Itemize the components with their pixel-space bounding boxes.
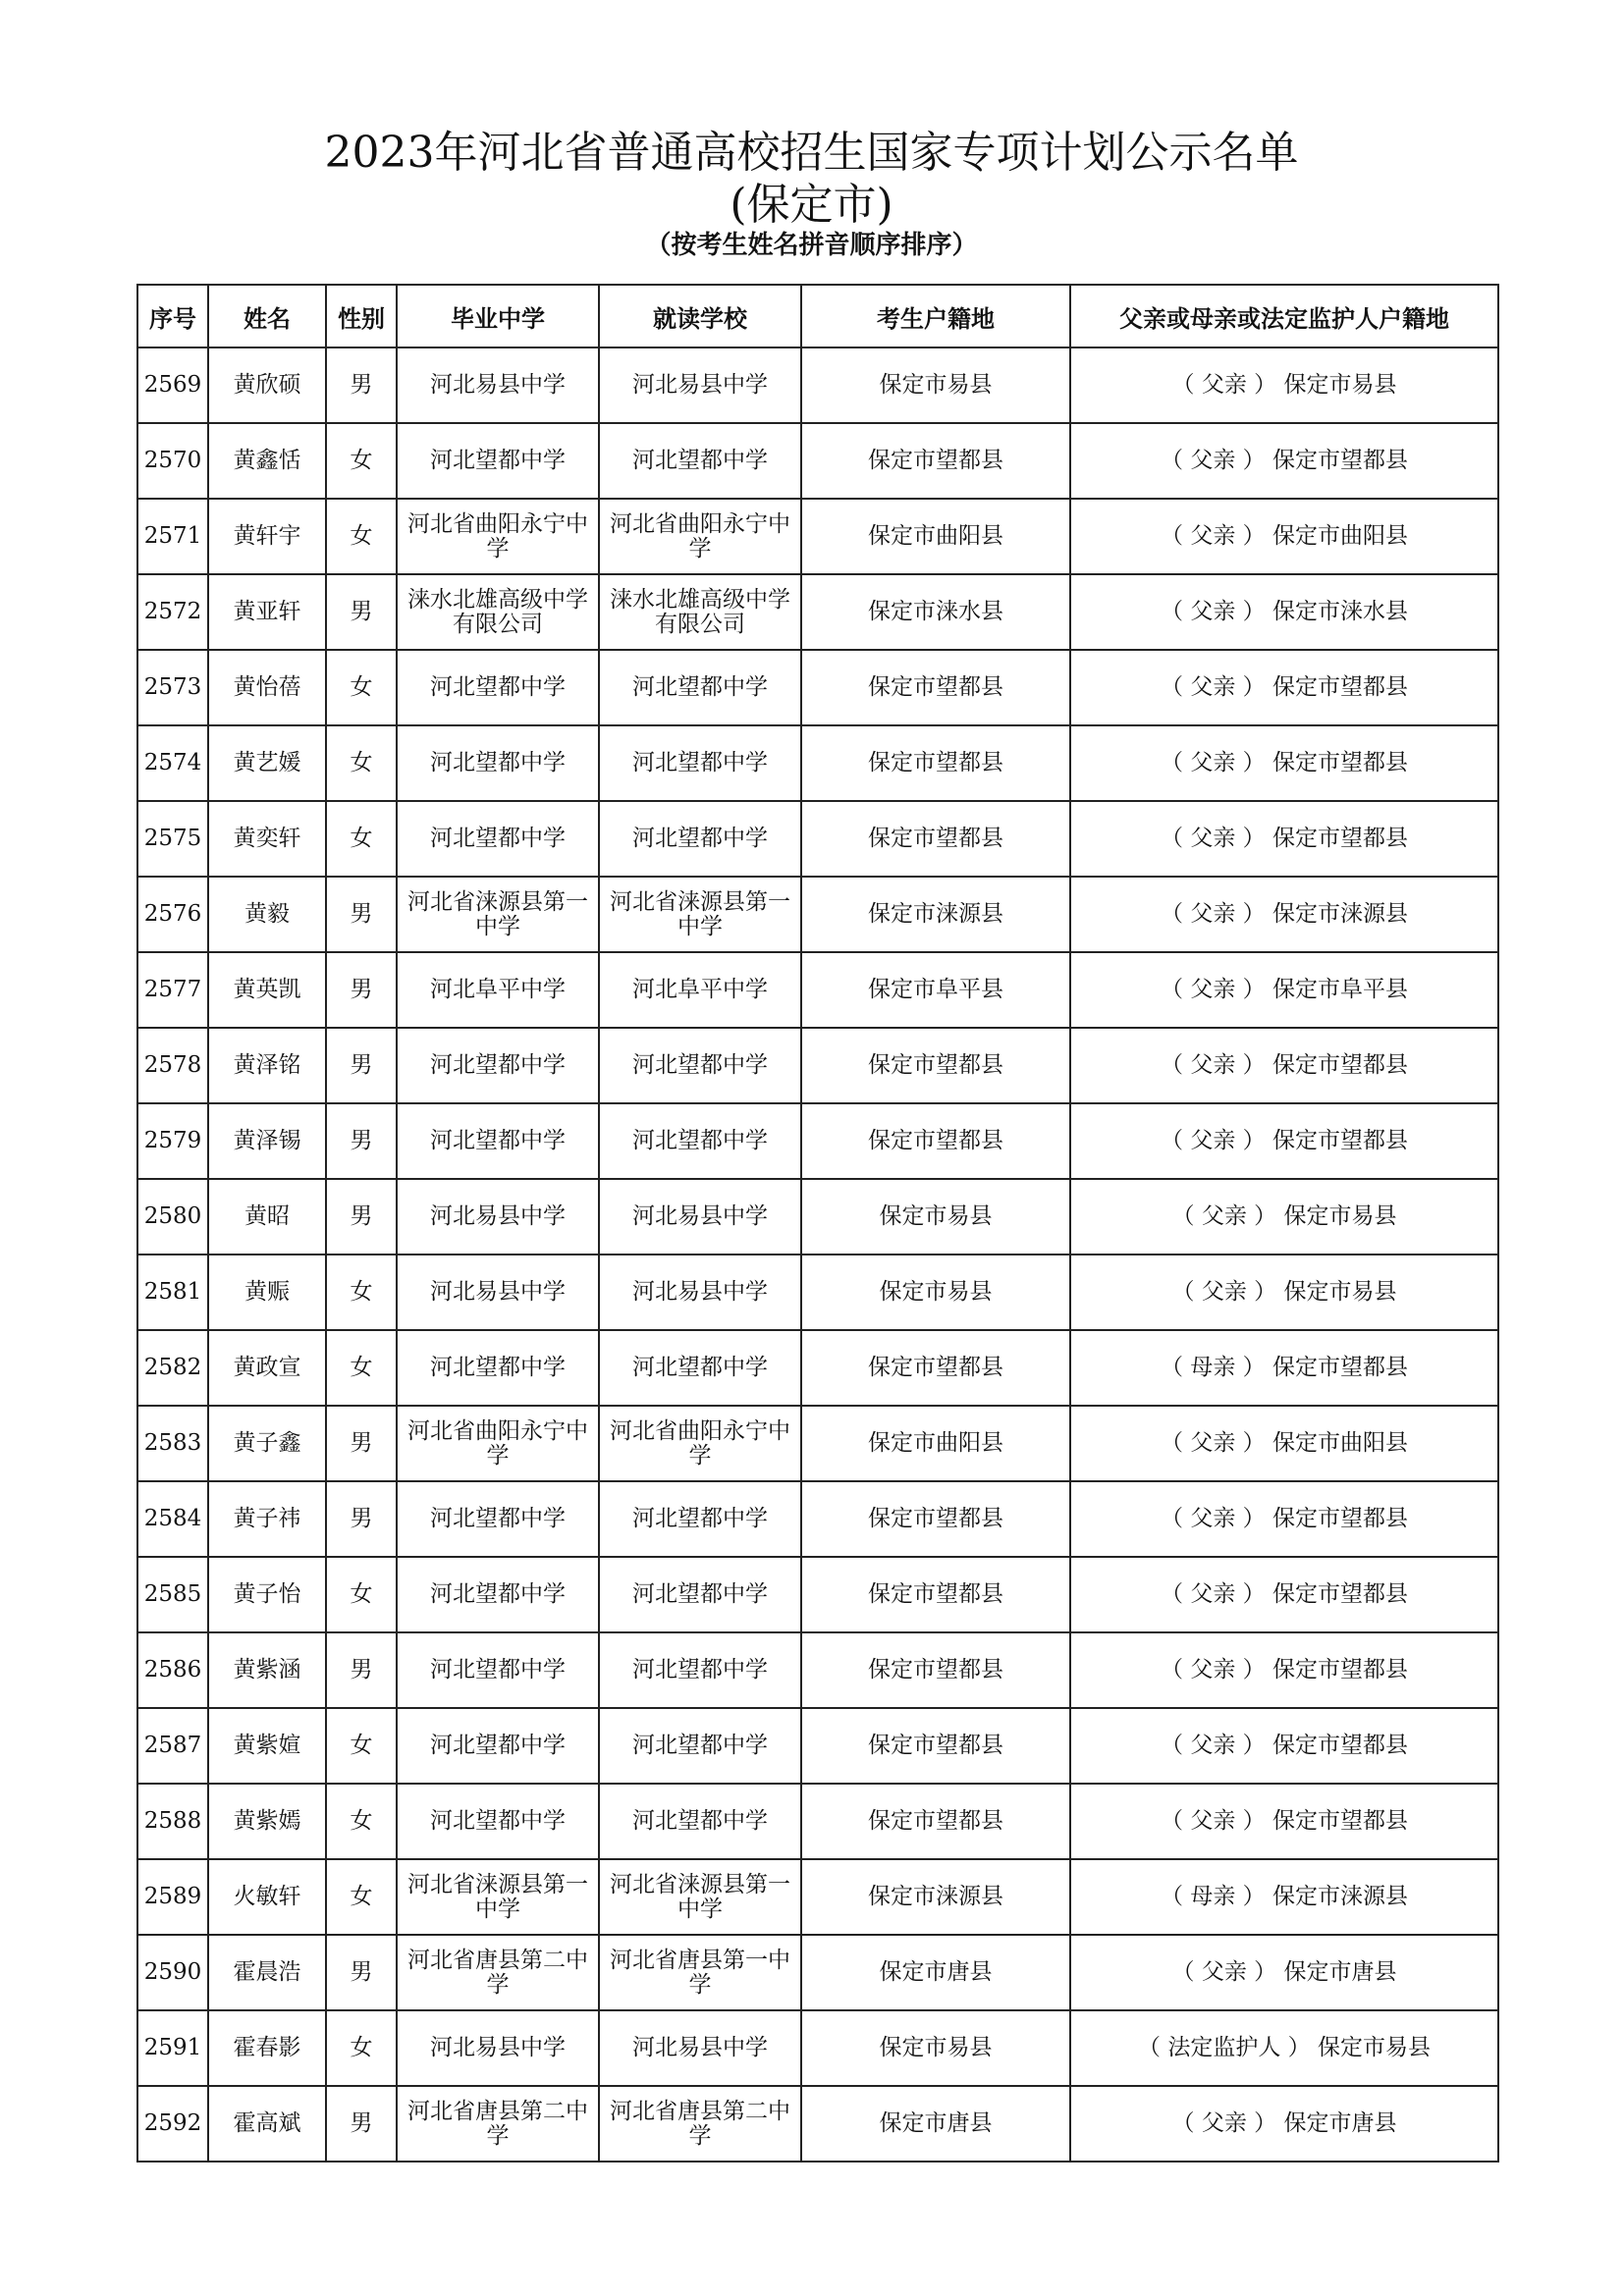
cell-current-school: 河北省涞源县第一中学 xyxy=(599,877,801,952)
cell-graduation-school: 河北望都中学 xyxy=(397,1632,599,1708)
cell-current-school: 河北易县中学 xyxy=(599,347,801,423)
cell-current-school: 河北望都中学 xyxy=(599,1708,801,1784)
col-header-guardian-registration: 父亲或母亲或法定监护人户籍地 xyxy=(1070,285,1498,347)
cell-current-school: 河北望都中学 xyxy=(599,1557,801,1632)
cell-graduation-school: 河北省曲阳永宁中学 xyxy=(397,1406,599,1481)
cell-gender: 男 xyxy=(326,1028,397,1103)
col-header-name: 姓名 xyxy=(208,285,326,347)
cell-name: 黄怡蓓 xyxy=(208,650,326,725)
cell-household-registration: 保定市望都县 xyxy=(801,1632,1070,1708)
cell-current-school: 河北望都中学 xyxy=(599,650,801,725)
cell-graduation-school: 河北望都中学 xyxy=(397,1557,599,1632)
cell-gender: 女 xyxy=(326,1557,397,1632)
cell-graduation-school: 河北易县中学 xyxy=(397,347,599,423)
table-row xyxy=(137,650,1498,725)
cell-name: 黄政宣 xyxy=(208,1330,326,1406)
cell-name: 黄奕轩 xyxy=(208,801,326,877)
cell-gender: 男 xyxy=(326,1935,397,2010)
cell-household-registration: 保定市望都县 xyxy=(801,1028,1070,1103)
cell-gender: 男 xyxy=(326,347,397,423)
cell-guardian-registration: （ 父亲 ） 保定市望都县 xyxy=(1070,1557,1498,1632)
cell-current-school: 涞水北雄高级中学有限公司 xyxy=(599,574,801,650)
cell-guardian-registration: （ 父亲 ） 保定市涞源县 xyxy=(1070,877,1498,952)
cell-household-registration: 保定市曲阳县 xyxy=(801,499,1070,574)
table-row xyxy=(137,1028,1498,1103)
cell-household-registration: 保定市望都县 xyxy=(801,725,1070,801)
cell-gender: 男 xyxy=(326,1103,397,1179)
cell-guardian-registration: （ 父亲 ） 保定市涞水县 xyxy=(1070,574,1498,650)
cell-guardian-registration: （ 父亲 ） 保定市望都县 xyxy=(1070,423,1498,499)
cell-index: 2592 xyxy=(137,2086,208,2162)
table-row xyxy=(137,1481,1498,1557)
cell-guardian-registration: （ 父亲 ） 保定市唐县 xyxy=(1070,1935,1498,2010)
cell-current-school: 河北省涞源县第一中学 xyxy=(599,1859,801,1935)
cell-name: 黄子鑫 xyxy=(208,1406,326,1481)
col-header-current-school: 就读学校 xyxy=(599,285,801,347)
table-row xyxy=(137,1179,1498,1255)
cell-gender: 女 xyxy=(326,1708,397,1784)
cell-household-registration: 保定市阜平县 xyxy=(801,952,1070,1028)
cell-household-registration: 保定市望都县 xyxy=(801,1481,1070,1557)
document-title: 2023年河北省普通高校招生国家专项计划公示名单 xyxy=(324,128,1299,178)
cell-gender: 女 xyxy=(326,1859,397,1935)
cell-current-school: 河北省曲阳永宁中学 xyxy=(599,499,801,574)
cell-index: 2584 xyxy=(137,1481,208,1557)
cell-graduation-school: 河北省唐县第二中学 xyxy=(397,1935,599,2010)
cell-name: 黄毅 xyxy=(208,877,326,952)
cell-guardian-registration: （ 父亲 ） 保定市易县 xyxy=(1070,347,1498,423)
cell-household-registration: 保定市望都县 xyxy=(801,1708,1070,1784)
cell-current-school: 河北望都中学 xyxy=(599,725,801,801)
cell-guardian-registration: （ 母亲 ） 保定市涞源县 xyxy=(1070,1859,1498,1935)
table-body xyxy=(137,347,1498,2162)
sort-note: （按考生姓名拼音顺序排序） xyxy=(645,231,978,260)
cell-index: 2591 xyxy=(137,2010,208,2086)
cell-household-registration: 保定市涞源县 xyxy=(801,1859,1070,1935)
cell-name: 霍高斌 xyxy=(208,2086,326,2162)
cell-gender: 女 xyxy=(326,423,397,499)
col-header-index: 序号 xyxy=(137,285,208,347)
cell-name: 黄艺媛 xyxy=(208,725,326,801)
table-row xyxy=(137,1406,1498,1481)
cell-household-registration: 保定市易县 xyxy=(801,2010,1070,2086)
table-row xyxy=(137,1330,1498,1406)
cell-current-school: 河北望都中学 xyxy=(599,1632,801,1708)
cell-guardian-registration: （ 父亲 ） 保定市望都县 xyxy=(1070,1632,1498,1708)
cell-current-school: 河北省曲阳永宁中学 xyxy=(599,1406,801,1481)
cell-gender: 男 xyxy=(326,2086,397,2162)
cell-current-school: 河北望都中学 xyxy=(599,1028,801,1103)
table-row xyxy=(137,499,1498,574)
cell-index: 2576 xyxy=(137,877,208,952)
cell-gender: 男 xyxy=(326,1179,397,1255)
table-row xyxy=(137,877,1498,952)
cell-household-registration: 保定市望都县 xyxy=(801,1784,1070,1859)
cell-index: 2577 xyxy=(137,952,208,1028)
cell-index: 2587 xyxy=(137,1708,208,1784)
table-row xyxy=(137,1557,1498,1632)
cell-graduation-school: 河北省唐县第二中学 xyxy=(397,2086,599,2162)
cell-household-registration: 保定市易县 xyxy=(801,347,1070,423)
cell-household-registration: 保定市望都县 xyxy=(801,1103,1070,1179)
cell-index: 2571 xyxy=(137,499,208,574)
cell-graduation-school: 河北望都中学 xyxy=(397,1330,599,1406)
cell-current-school: 河北省唐县第一中学 xyxy=(599,1935,801,2010)
cell-graduation-school: 涞水北雄高级中学有限公司 xyxy=(397,574,599,650)
cell-name: 黄英凯 xyxy=(208,952,326,1028)
cell-household-registration: 保定市唐县 xyxy=(801,1935,1070,2010)
cell-gender: 男 xyxy=(326,952,397,1028)
table-row xyxy=(137,423,1498,499)
table-header-row xyxy=(137,285,1498,347)
cell-guardian-registration: （ 父亲 ） 保定市望都县 xyxy=(1070,801,1498,877)
cell-graduation-school: 河北省曲阳永宁中学 xyxy=(397,499,599,574)
cell-household-registration: 保定市望都县 xyxy=(801,1557,1070,1632)
cell-guardian-registration: （ 父亲 ） 保定市唐县 xyxy=(1070,2086,1498,2162)
cell-gender: 女 xyxy=(326,650,397,725)
cell-household-registration: 保定市望都县 xyxy=(801,801,1070,877)
cell-index: 2569 xyxy=(137,347,208,423)
table-row xyxy=(137,1859,1498,1935)
cell-household-registration: 保定市曲阳县 xyxy=(801,1406,1070,1481)
cell-name: 黄紫涵 xyxy=(208,1632,326,1708)
cell-guardian-registration: （ 父亲 ） 保定市望都县 xyxy=(1070,1103,1498,1179)
cell-graduation-school: 河北望都中学 xyxy=(397,725,599,801)
cell-name: 黄紫媗 xyxy=(208,1708,326,1784)
cell-guardian-registration: （ 父亲 ） 保定市曲阳县 xyxy=(1070,499,1498,574)
cell-graduation-school: 河北望都中学 xyxy=(397,423,599,499)
table-row xyxy=(137,725,1498,801)
cell-guardian-registration: （ 父亲 ） 保定市望都县 xyxy=(1070,650,1498,725)
cell-current-school: 河北望都中学 xyxy=(599,1103,801,1179)
table-row xyxy=(137,574,1498,650)
cell-graduation-school: 河北省涞源县第一中学 xyxy=(397,1859,599,1935)
cell-gender: 男 xyxy=(326,877,397,952)
cell-guardian-registration: （ 父亲 ） 保定市阜平县 xyxy=(1070,952,1498,1028)
cell-gender: 女 xyxy=(326,499,397,574)
cell-graduation-school: 河北望都中学 xyxy=(397,1481,599,1557)
cell-graduation-school: 河北阜平中学 xyxy=(397,952,599,1028)
cell-gender: 女 xyxy=(326,1330,397,1406)
cell-name: 火敏轩 xyxy=(208,1859,326,1935)
cell-household-registration: 保定市唐县 xyxy=(801,2086,1070,2162)
cell-name: 霍春影 xyxy=(208,2010,326,2086)
cell-name: 黄鑫恬 xyxy=(208,423,326,499)
cell-current-school: 河北望都中学 xyxy=(599,423,801,499)
cell-current-school: 河北省唐县第二中学 xyxy=(599,2086,801,2162)
cell-gender: 男 xyxy=(326,1481,397,1557)
cell-guardian-registration: （ 父亲 ） 保定市曲阳县 xyxy=(1070,1406,1498,1481)
cell-graduation-school: 河北易县中学 xyxy=(397,2010,599,2086)
cell-graduation-school: 河北望都中学 xyxy=(397,1708,599,1784)
table-row xyxy=(137,2010,1498,2086)
cell-index: 2585 xyxy=(137,1557,208,1632)
cell-index: 2579 xyxy=(137,1103,208,1179)
cell-name: 黄泽铭 xyxy=(208,1028,326,1103)
cell-guardian-registration: （ 父亲 ） 保定市望都县 xyxy=(1070,1784,1498,1859)
cell-graduation-school: 河北望都中学 xyxy=(397,1028,599,1103)
cell-name: 黄子怡 xyxy=(208,1557,326,1632)
cell-household-registration: 保定市易县 xyxy=(801,1179,1070,1255)
cell-current-school: 河北易县中学 xyxy=(599,1179,801,1255)
cell-index: 2588 xyxy=(137,1784,208,1859)
cell-index: 2574 xyxy=(137,725,208,801)
col-header-graduation-school: 毕业中学 xyxy=(397,285,599,347)
cell-index: 2575 xyxy=(137,801,208,877)
cell-guardian-registration: （ 父亲 ） 保定市易县 xyxy=(1070,1255,1498,1330)
cell-index: 2578 xyxy=(137,1028,208,1103)
cell-name: 黄亚轩 xyxy=(208,574,326,650)
cell-index: 2582 xyxy=(137,1330,208,1406)
cell-household-registration: 保定市涞源县 xyxy=(801,877,1070,952)
cell-graduation-school: 河北省涞源县第一中学 xyxy=(397,877,599,952)
cell-guardian-registration: （ 法定监护人 ） 保定市易县 xyxy=(1070,2010,1498,2086)
cell-current-school: 河北望都中学 xyxy=(599,1330,801,1406)
cell-graduation-school: 河北望都中学 xyxy=(397,801,599,877)
cell-name: 黄轩宇 xyxy=(208,499,326,574)
cell-index: 2580 xyxy=(137,1179,208,1255)
table-row xyxy=(137,801,1498,877)
document-subtitle: (保定市) xyxy=(730,180,893,230)
cell-current-school: 河北望都中学 xyxy=(599,801,801,877)
cell-current-school: 河北望都中学 xyxy=(599,1481,801,1557)
cell-index: 2583 xyxy=(137,1406,208,1481)
cell-graduation-school: 河北望都中学 xyxy=(397,1784,599,1859)
cell-gender: 男 xyxy=(326,1406,397,1481)
cell-guardian-registration: （ 父亲 ） 保定市望都县 xyxy=(1070,725,1498,801)
table-row xyxy=(137,1935,1498,2010)
cell-graduation-school: 河北望都中学 xyxy=(397,1103,599,1179)
cell-name: 黄昭 xyxy=(208,1179,326,1255)
cell-gender: 男 xyxy=(326,574,397,650)
cell-current-school: 河北易县中学 xyxy=(599,2010,801,2086)
cell-name: 黄赈 xyxy=(208,1255,326,1330)
cell-index: 2570 xyxy=(137,423,208,499)
table-row xyxy=(137,1632,1498,1708)
col-header-household-registration: 考生户籍地 xyxy=(801,285,1070,347)
cell-household-registration: 保定市望都县 xyxy=(801,1330,1070,1406)
cell-guardian-registration: （ 父亲 ） 保定市望都县 xyxy=(1070,1481,1498,1557)
cell-gender: 女 xyxy=(326,1784,397,1859)
cell-household-registration: 保定市望都县 xyxy=(801,423,1070,499)
cell-guardian-registration: （ 母亲 ） 保定市望都县 xyxy=(1070,1330,1498,1406)
cell-gender: 男 xyxy=(326,1632,397,1708)
table-row xyxy=(137,1784,1498,1859)
cell-index: 2589 xyxy=(137,1859,208,1935)
cell-index: 2573 xyxy=(137,650,208,725)
cell-index: 2581 xyxy=(137,1255,208,1330)
cell-index: 2590 xyxy=(137,1935,208,2010)
cell-name: 霍晨浩 xyxy=(208,1935,326,2010)
cell-graduation-school: 河北易县中学 xyxy=(397,1255,599,1330)
roster-table xyxy=(136,284,1499,2163)
cell-current-school: 河北望都中学 xyxy=(599,1784,801,1859)
cell-guardian-registration: （ 父亲 ） 保定市望都县 xyxy=(1070,1028,1498,1103)
cell-name: 黄泽锡 xyxy=(208,1103,326,1179)
col-header-gender: 性别 xyxy=(326,285,397,347)
table-row xyxy=(137,2086,1498,2162)
cell-guardian-registration: （ 父亲 ） 保定市望都县 xyxy=(1070,1708,1498,1784)
cell-gender: 女 xyxy=(326,725,397,801)
table-row xyxy=(137,952,1498,1028)
cell-household-registration: 保定市易县 xyxy=(801,1255,1070,1330)
cell-household-registration: 保定市涞水县 xyxy=(801,574,1070,650)
table-row xyxy=(137,347,1498,423)
cell-household-registration: 保定市望都县 xyxy=(801,650,1070,725)
cell-graduation-school: 河北望都中学 xyxy=(397,650,599,725)
cell-index: 2586 xyxy=(137,1632,208,1708)
cell-index: 2572 xyxy=(137,574,208,650)
cell-gender: 女 xyxy=(326,2010,397,2086)
cell-name: 黄紫嫣 xyxy=(208,1784,326,1859)
cell-gender: 女 xyxy=(326,801,397,877)
cell-graduation-school: 河北易县中学 xyxy=(397,1179,599,1255)
cell-gender: 女 xyxy=(326,1255,397,1330)
cell-guardian-registration: （ 父亲 ） 保定市易县 xyxy=(1070,1179,1498,1255)
table-row xyxy=(137,1255,1498,1330)
cell-name: 黄欣硕 xyxy=(208,347,326,423)
cell-current-school: 河北易县中学 xyxy=(599,1255,801,1330)
cell-name: 黄子祎 xyxy=(208,1481,326,1557)
table-row xyxy=(137,1708,1498,1784)
cell-current-school: 河北阜平中学 xyxy=(599,952,801,1028)
table-row xyxy=(137,1103,1498,1179)
